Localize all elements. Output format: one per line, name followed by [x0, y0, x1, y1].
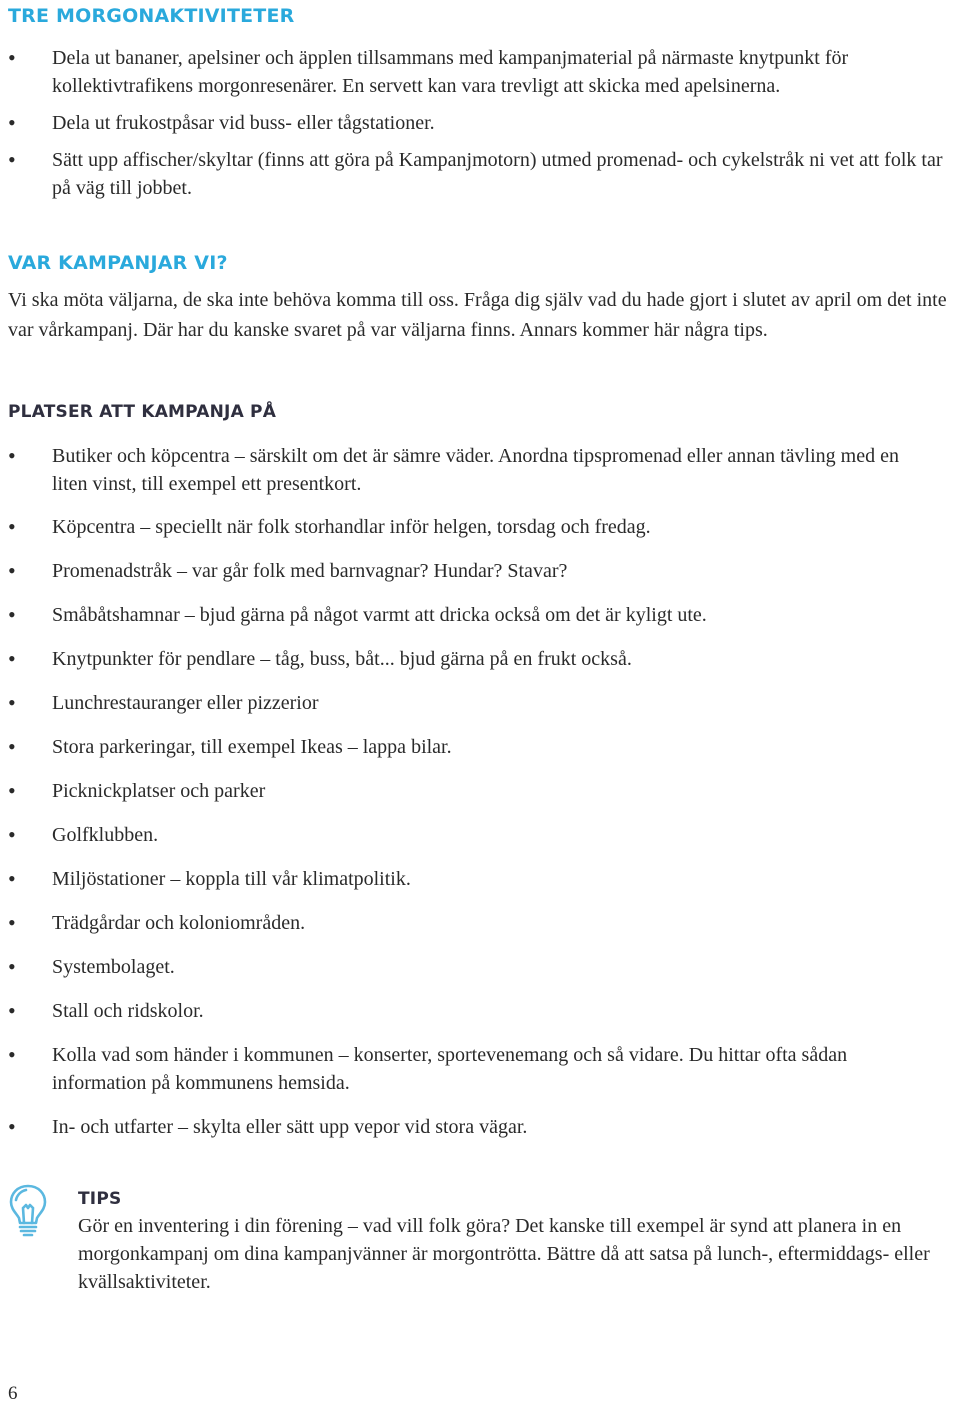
section-heading-places: PLATSER ATT KAMPANJA PÅ [8, 402, 277, 422]
list-item: • Sätt upp affischer/skyltar (finns att göra på Kampanjmotorn) utmed promenad- och cykelstråk ni vet att folk tar på väg till jobbet. [8, 146, 953, 202]
list-item: • Stall och ridskolor. [8, 997, 933, 1025]
list-item: • Trädgårdar och koloniområden. [8, 909, 933, 937]
tips-paragraph: Gör en inventering i din förening – vad vill folk göra? Det kanske till exempel är synd att planera in en morgonkampanj om dina kampanjvänner är morgontrötta. Bättre då att satsa på lunch-, eftermiddags- eller kvällsaktiviteter. [78, 1215, 930, 1293]
list-item: • Stora parkeringar, till exempel Ikeas – lappa bilar. [8, 733, 933, 761]
section-heading-where: VAR KAMPANJAR VI? [8, 252, 228, 274]
page-number: 6 [8, 1383, 18, 1404]
places-list [8, 442, 933, 1141]
list-item: • Promenadstråk – var går folk med barnvagnar? Hundar? Stavar? [8, 557, 933, 585]
list-item: • Dela ut frukostpåsar vid buss- eller tågstationer. [8, 109, 953, 137]
list-item: • Miljöstationer – koppla till vår klimatpolitik. [8, 865, 933, 893]
list-item: • Köpcentra – speciellt när folk storhandlar inför helgen, torsdag och fredag. [8, 513, 933, 541]
list-item: • Småbåtshamnar – bjud gärna på något varmt att dricka också om det är kyligt ute. [8, 601, 933, 629]
list-item: • Knytpunkter för pendlare – tåg, buss, båt... bjud gärna på en frukt också. [8, 645, 933, 673]
section-heading-morning: TRE MORGONAKTIVITETER [8, 5, 295, 27]
morning-activities-list [8, 44, 953, 202]
list-item: • Kolla vad som händer i kommunen – konserter, sportevenemang och så vidare. Du hittar ofta sådan information på kommunens hemsida. [8, 1041, 933, 1097]
list-item: • Systembolaget. [8, 953, 933, 981]
list-item: • In- och utfarter – skylta eller sätt upp vepor vid stora vägar. [8, 1113, 933, 1141]
list-item: • Dela ut bananer, apelsiner och äpplen tillsammans med kampanjmaterial på närmaste knytpunkt för kollektivtrafikens morgonresenärer. En servett kan vara trevligt att skicka med apelsinerna. [8, 44, 953, 100]
list-item: • Lunchrestauranger eller pizzerior [8, 689, 933, 717]
where-paragraph: Vi ska möta väljarna, de ska inte behöva komma till oss. Fråga dig själv vad du hade gjort i slutet av april om det inte var vårkampanj. Där har du kanske svaret på var väljarna finns. Annars kommer här några tips. [8, 289, 947, 341]
list-item: • Butiker och köpcentra – särskilt om det är sämre väder. Anordna tipspromenad eller annan tävling med en liten vinst, till exempel ett presentkort. [8, 442, 933, 498]
list-item: • Picknickplatser och parker [8, 777, 933, 805]
list-item: • Golfklubben. [8, 821, 933, 849]
tips-heading: TIPS [78, 1189, 122, 1209]
lightbulb-icon [8, 1183, 48, 1239]
